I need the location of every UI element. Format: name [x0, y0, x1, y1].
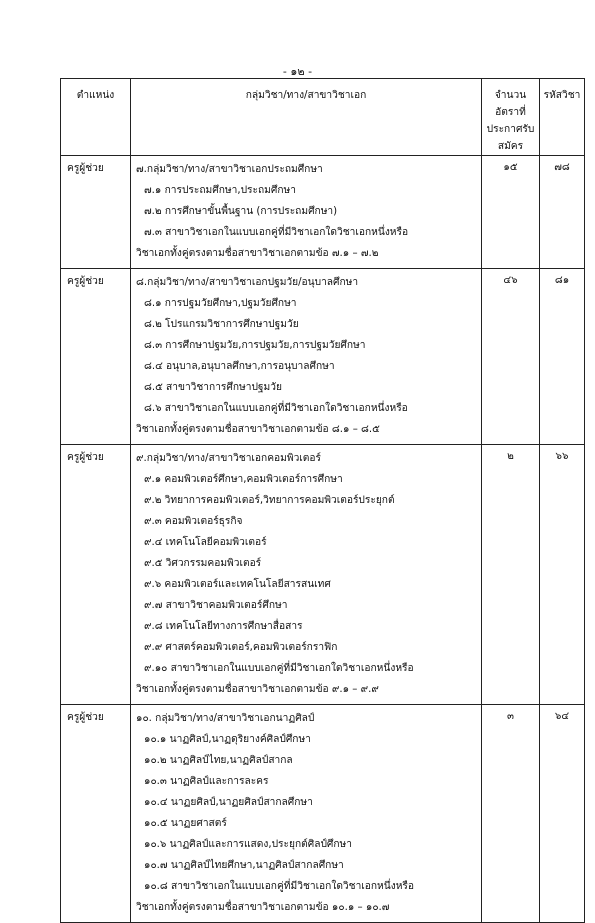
subject-line: ๑๐.๑ นาฏศิลป์,นาฏดุริยางค์ศิลป์ศึกษา	[144, 734, 311, 745]
count-cell: ๒	[482, 445, 540, 705]
subject-group-heading: ๙.กลุ่มวิชา/ทาง/สาขาวิชาเอกคอมพิวเตอร์	[136, 453, 321, 464]
subject-cell	[131, 445, 482, 705]
subject-line: ๑๐.๓ นาฏศิลป์และการละคร	[144, 776, 269, 787]
subject-line: วิชาเอกทั้งคู่ตรงตามชื่อสาขาวิชาเอกตามข้อ ๘.๑ – ๘.๕	[136, 424, 380, 435]
subject-line: ๑๐.๕ นาฏยศาสตร์	[144, 818, 227, 829]
positions-table	[60, 78, 585, 923]
subject-line: ๗.๓ สาขาวิชาเอกในแบบเอกคู่ที่มีวิชาเอกใดวิชาเอกหนึ่งหรือ	[144, 227, 409, 238]
subject-cell	[131, 269, 482, 445]
position-cell: ครูผู้ช่วย	[61, 445, 131, 705]
subject-line: ๘.๒ โปรแกรมวิชาการศึกษาปฐมวัย	[144, 319, 299, 330]
page-number: - ๑๒ -	[282, 65, 313, 78]
subject-group-heading: ๗.กลุ่มวิชา/ทาง/สาขาวิชาเอกประถมศึกษา	[136, 164, 323, 175]
header-count-line1: จำนวนอัตราที่	[494, 90, 527, 118]
position-cell: ครูผู้ช่วย	[61, 269, 131, 445]
subject-line: ๑๐.๔ นาฏยศิลป์,นาฏยศิลป์สากลศึกษา	[144, 797, 313, 808]
code-cell: ๘๑	[540, 269, 585, 445]
subject-line: ๙.๒ วิทยาการคอมพิวเตอร์,วิทยาการคอมพิวเตอร์ประยุกต์	[144, 495, 395, 506]
table-row	[61, 705, 585, 923]
header-position: ตำแหน่ง	[61, 79, 131, 156]
subject-line: ๗.๒ การศึกษาขั้นพื้นฐาน (การประถมศึกษา)	[144, 206, 338, 217]
header-count	[482, 79, 540, 156]
subject-cell	[131, 705, 482, 923]
subject-line: ๙.๘ เทคโนโลยีทางการศึกษาสื่อสาร	[144, 621, 303, 632]
subject-line: ๘.๖ สาขาวิชาเอกในแบบเอกคู่ที่มีวิชาเอกใดวิชาเอกหนึ่งหรือ	[144, 403, 408, 414]
count-cell: ๔๖	[482, 269, 540, 445]
position-cell: ครูผู้ช่วย	[61, 705, 131, 923]
subject-line: ๙.๓ คอมพิวเตอร์ธุรกิจ	[144, 516, 243, 527]
subject-line: ๘.๑ การปฐมวัยศึกษา,ปฐมวัยศึกษา	[144, 298, 297, 309]
subject-line: ๘.๔ อนุบาล,อนุบาลศึกษา,การอนุบาลศึกษา	[144, 361, 335, 372]
header-count-line2: ประกาศรับสมัคร	[486, 124, 535, 152]
count-cell: ๓	[482, 705, 540, 923]
header-code: รหัสวิชา	[540, 79, 585, 156]
subject-line: ๙.๔ เทคโนโลยีคอมพิวเตอร์	[144, 537, 267, 548]
subject-group-heading: ๘.กลุ่มวิชา/ทาง/สาขาวิชาเอกปฐมวัย/อนุบาลศึกษา	[136, 277, 359, 288]
table-header-row	[61, 79, 585, 156]
subject-line: ๙.๑๐ สาขาวิชาเอกในแบบเอกคู่ที่มีวิชาเอกใดวิชาเอกหนึ่งหรือ	[144, 663, 414, 674]
subject-line: ๙.๕ วิศวกรรมคอมพิวเตอร์	[144, 558, 262, 569]
header-subject: กลุ่มวิชา/ทาง/สาขาวิชาเอก	[131, 79, 482, 156]
subject-line: ๗.๑ การประถมศึกษา,ประถมศึกษา	[144, 185, 296, 196]
code-cell: ๗๘	[540, 156, 585, 269]
subject-line: ๘.๕ สาขาวิชาการศึกษาปฐมวัย	[144, 382, 282, 393]
table-row	[61, 445, 585, 705]
subject-line: ๘.๓ การศึกษาปฐมวัย,การปฐมวัย,การปฐมวัยศึกษา	[144, 340, 366, 351]
subject-line: ๑๐.๖ นาฏศิลป์และการแสดง,ประยุกต์ศิลป์ศึกษา	[144, 839, 352, 850]
subject-line: ๙.๙ ศาสตร์คอมพิวเตอร์,คอมพิวเตอร์กราฟิก	[144, 642, 338, 653]
table-row	[61, 269, 585, 445]
subject-cell	[131, 156, 482, 269]
subject-line: วิชาเอกทั้งคู่ตรงตามชื่อสาขาวิชาเอกตามข้อ ๗.๑ – ๗.๒	[136, 248, 379, 259]
subject-line: วิชาเอกทั้งคู่ตรงตามชื่อสาขาวิชาเอกตามข้อ ๙.๑ – ๙.๙	[136, 684, 379, 695]
subject-line: ๑๐.๒ นาฏศิลป์ไทย,นาฏศิลป์สากล	[144, 755, 293, 766]
count-cell: ๑๕	[482, 156, 540, 269]
code-cell: ๖๔	[540, 705, 585, 923]
code-cell: ๖๖	[540, 445, 585, 705]
subject-line: ๙.๗ สาขาวิชาคอมพิวเตอร์ศึกษา	[144, 600, 288, 611]
subject-line: ๑๐.๘ สาขาวิชาเอกในแบบเอกคู่ที่มีวิชาเอกใดวิชาเอกหนึ่งหรือ	[144, 881, 415, 892]
subject-line: ๑๐.๗ นาฏศิลป์ไทยศึกษา,นาฏศิลป์สากลศึกษา	[144, 860, 344, 871]
subject-line: ๙.๖ คอมพิวเตอร์และเทคโนโลยีสารสนเทศ	[144, 579, 331, 590]
subject-line: ๙.๑ คอมพิวเตอร์ศึกษา,คอมพิวเตอร์การศึกษา	[144, 474, 343, 485]
table-body	[61, 156, 585, 923]
table-row	[61, 156, 585, 269]
subject-group-heading: ๑๐. กลุ่มวิชา/ทาง/สาขาวิชาเอกนาฏศิลป์	[136, 713, 315, 724]
subject-line: วิชาเอกทั้งคู่ตรงตามชื่อสาขาวิชาเอกตามข้อ ๑๐.๑ – ๑๐.๗	[136, 902, 390, 913]
position-cell: ครูผู้ช่วย	[61, 156, 131, 269]
